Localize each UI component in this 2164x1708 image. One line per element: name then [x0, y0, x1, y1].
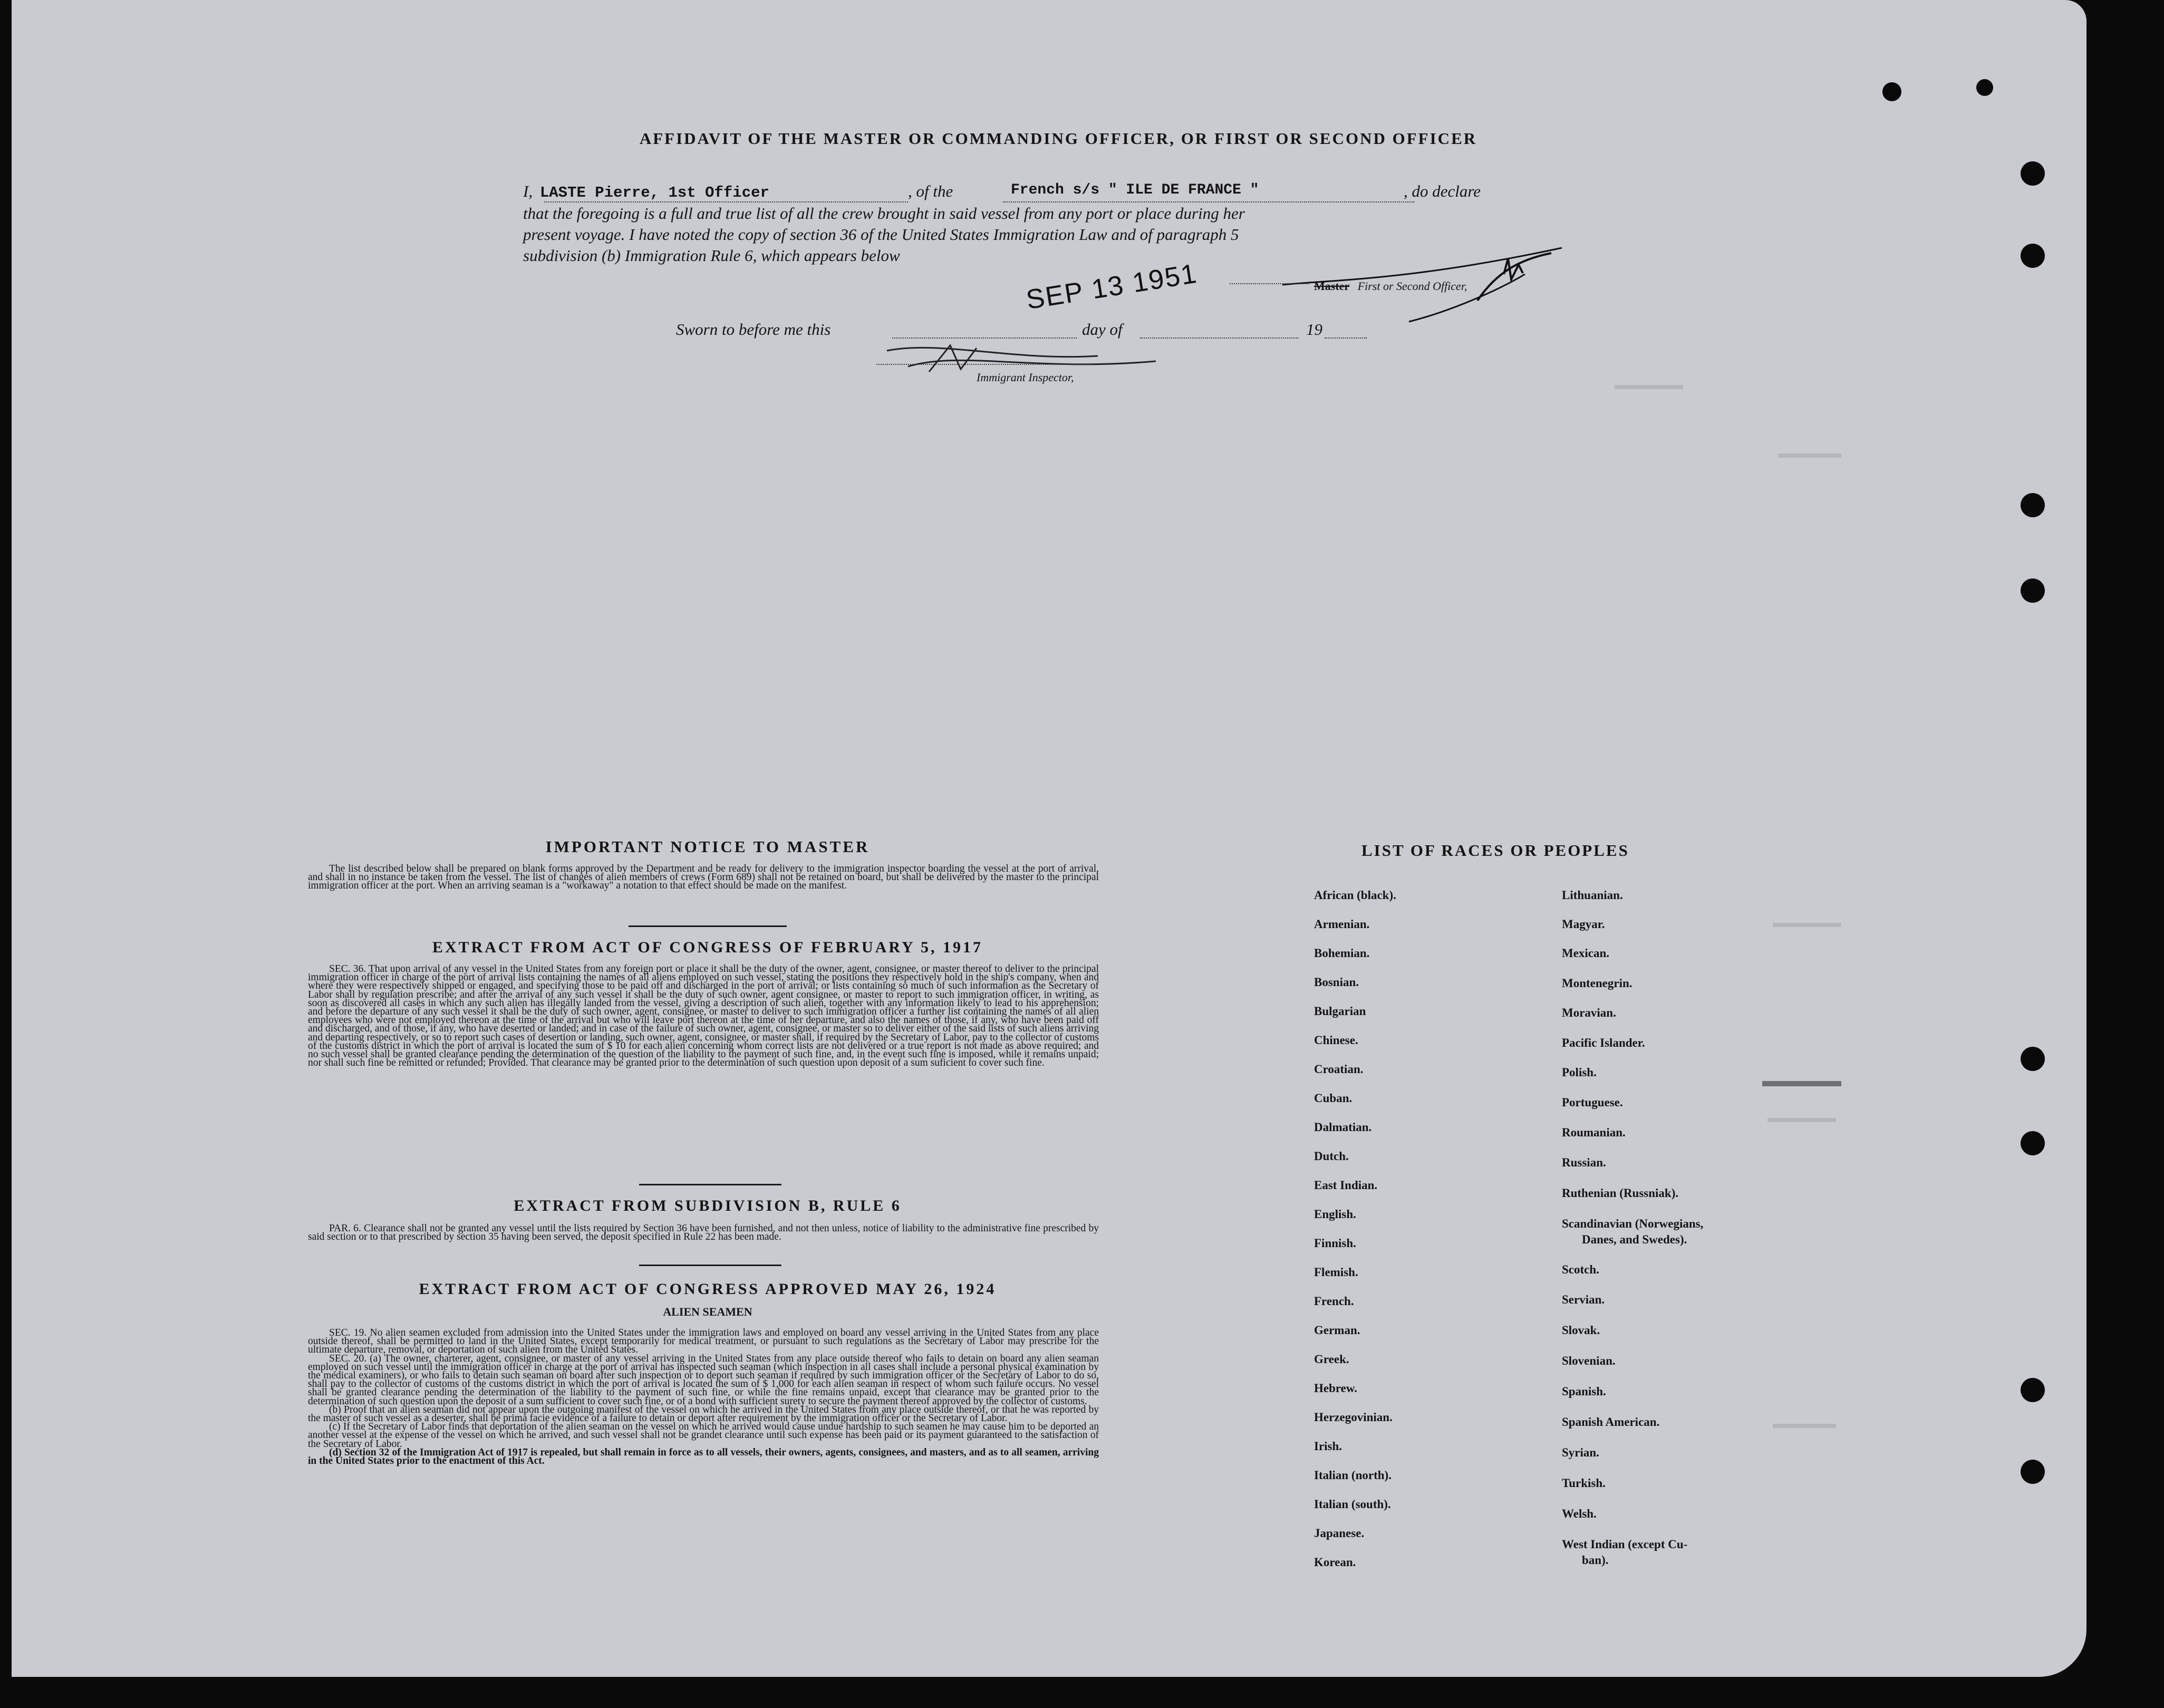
officer-name-line [544, 201, 908, 202]
affidavit-title: AFFIDAVIT OF THE MASTER OR COMMANDING OFFICER, OR FIRST OR SECOND OFFICER [639, 129, 1477, 148]
sworn-label: Sworn to before me this [676, 320, 831, 339]
extract1-block [308, 965, 1099, 1067]
of-the-label: , of the [908, 182, 953, 200]
year-line [1325, 337, 1367, 339]
punch-hole [2021, 1460, 2045, 1484]
race-left: Italian (north). [1314, 1469, 1392, 1482]
race-left: Italian (south). [1314, 1498, 1391, 1511]
race-right: ban). [1582, 1553, 1609, 1567]
race-right: Roumanian. [1562, 1126, 1626, 1139]
race-left: Finnish. [1314, 1237, 1356, 1250]
extract3-sec20c: (c) If the Secretary of Labor finds that deportation of the alien seaman on the vessel on which he arrived would cause undue hardship to such seamen he may cause him to be deported an another vessel at the expense of the vessel on which he arrived, and such vessel shall not be grandet clearance until such expense has been paid or its payment guaranteed to the satisfaction of the Secretary of Labor. [308, 1421, 1099, 1450]
extract3-sec20a: SEC. 20. (a) The owner, charterer, agent, consignee, or master of any vessel arriving in the United States from any place outside thereof who fails to detain on board any alien seaman employed on such vessel until the immigration officer in charge at the port of arrival has inspected such seaman (which inspection in all cases shall include a personal physical examination by the medical examiners), or who fails to detain such seaman on board after such inspection or to deport such seaman if required by such immigration officer or the Secretary of Labor to do so, shall pay to the collector of customs of the customs district in which the port of arrival is located the sum of $ 1,000 for each alien seaman in respect of whom such failure occurs. No vessel shall be granted clearance pending the determination of the liability to the payment of such fine, or while the fine remains unpaid, except that clearance may be granted prior to the determination of such question upon the deposit of a sum sufficient to cover such fine, or of a bond with sufficient surety to secure the payment thereof approved by the collector of customs. [308, 1353, 1099, 1407]
extract1-body: SEC. 36. That upon arrival of any vessel in the United States from any foreign port or place it shall be the duty of the owner, agent, consignee, or master thereof to deliver to the principal immigration officer in charge of the port of arrival lists containing the names of all aliens employed on such vessel, stating the positions they respectively hold in the ship's company, when and where they were respectively shipped or engaged, and specifying those to be paid off and discharged in the port of arrival; or lists containing so much of such information as the Secretary of Labor shall by regulation prescribe; and after the arrival of any such vessel it shall be the duty of such owner, agent consignee, or master to report to such immigration officer, in writing, as soon as discovered all cases in which any such alien has illegally landed from the vessel, giving a description of such alien, together with any information likely to lead to his apprehension; and before the departure of any such vessel it shall be the duty of such owner, agent, consignee, or master to deliver to such immigration officer a further list containing the names of all alien employees who were not employed thereon at the time of the arrival but who will leave port thereon at the time of her departure, and also the names of those, if any, who have been paid off and discharged, and of those, if any, who have deserted or landed; and in case of the failure of such owner, agent, consignee, or master so to deliver either of the said lists of such aliens arriving and departing respectively, or so to report such cases of desertion or landing, such owner, agent, consignee, or master shall, if required by the Secretary of Labor, pay to the collector of customs of the customs district in which the port of arrival is located the sum of $ 10 for each alien concerning whom correct lists are not delivered or a true report is not made as above required; and no such vessel shall be granted clearance pending the determination of the question of the liability to the payment of such fine, and, in the event such fine is imposed, while it remains unpaid; nor shall such fine be remitted or refunded; Provided. That clearance may be granted prior to the determination of such question upon deposit of a sum suficient to cover such fine. [308, 963, 1099, 1069]
i-prefix: I, [523, 182, 533, 200]
divider [639, 1265, 781, 1266]
race-right: Moravian. [1562, 1006, 1616, 1019]
divider [629, 925, 787, 927]
race-left: Bohemian. [1314, 947, 1370, 960]
race-left: Cuban. [1314, 1092, 1352, 1105]
race-right: Scotch. [1562, 1263, 1599, 1276]
race-right: Magyar. [1562, 918, 1605, 931]
race-right: Montenegrin. [1562, 977, 1632, 990]
race-right: West Indian (except Cu- [1562, 1538, 1688, 1551]
do-declare-label: , do declare [1404, 182, 1481, 200]
race-right: Welsh. [1562, 1507, 1597, 1520]
race-right: Ruthenian (Russniak). [1562, 1186, 1679, 1200]
inspector-signature-line [876, 364, 1093, 365]
bleed-through-mark [1773, 1424, 1836, 1428]
extract3-sec20b: (b) Proof that an alien seaman did not appear upon the outgoing manifest of the vessel on which he arrived in the United States from any place outside thereof, or that he was reported by the master of such vessel as a deserter, shall be prima facie evidence of a failure to detain or deport after requirement by the immigration officer or the Secretary of Labor. [308, 1404, 1099, 1424]
race-right: Polish. [1562, 1066, 1597, 1079]
punch-hole [2021, 1131, 2045, 1155]
declaration-line-3: present voyage. I have noted the copy of section 36 of the United States Immigration Law and of paragraph 5 [523, 225, 1239, 244]
bleed-through-mark [1767, 1118, 1836, 1122]
race-right: Lithuanian. [1562, 889, 1623, 902]
race-left: Japanese. [1314, 1527, 1365, 1540]
race-left: French. [1314, 1295, 1354, 1308]
race-left: Armenian. [1314, 918, 1370, 931]
race-left: East Indian. [1314, 1179, 1378, 1192]
race-left: Hebrew. [1314, 1382, 1357, 1395]
race-left: Greek. [1314, 1353, 1349, 1366]
race-right: Mexican. [1562, 947, 1610, 960]
document-page [12, 0, 2086, 1677]
race-left: Dutch. [1314, 1150, 1349, 1163]
year-prefix: 19 [1306, 320, 1322, 339]
officer-signature-caption: Master First or Second Officer, [1314, 279, 1467, 293]
punch-hole [2021, 161, 2045, 186]
bleed-through-mark [1762, 1081, 1841, 1086]
extract3-block [308, 1329, 1099, 1465]
race-left: German. [1314, 1324, 1360, 1337]
notice-title: IMPORTANT NOTICE TO MASTER [545, 837, 870, 856]
punch-hole [2021, 244, 2045, 268]
struck-title: Master [1314, 279, 1350, 293]
race-left: Flemish. [1314, 1266, 1358, 1279]
race-left: Chinese. [1314, 1034, 1358, 1047]
punch-hole [2021, 1047, 2045, 1071]
extract3-sec19: SEC. 19. No alien seamen excluded from admission into the United States under the immigration laws and employed on board any vessel arriving in the United States from any place outside thereof, shall be permitted to land in the United States, except temporarily for medical treatment, or pursuant to such regulations as the Secretary of Labor may prescribe for the ultimate departure, removal, or deportation of such alien from the United States. [308, 1327, 1099, 1356]
race-left: Bulgarian [1314, 1005, 1366, 1018]
race-right: Turkish. [1562, 1477, 1606, 1490]
punch-hole [2021, 1378, 2045, 1402]
race-left: Irish. [1314, 1440, 1342, 1453]
race-left: Bosnian. [1314, 976, 1359, 989]
race-left: Croatian. [1314, 1063, 1364, 1076]
inspector-caption: Immigrant Inspector, [977, 371, 1074, 384]
race-right: Portuguese. [1562, 1096, 1623, 1109]
extract2-title: EXTRACT FROM SUBDIVISION B, RULE 6 [514, 1197, 902, 1214]
date-stamp: SEP 13 1951 [1024, 258, 1200, 316]
vessel-name-line [1003, 201, 1414, 202]
bleed-through-mark [1615, 385, 1683, 389]
extract3-subtitle: ALIEN SEAMEN [663, 1305, 752, 1318]
extract2-block [308, 1224, 1099, 1241]
punch-hole [1882, 82, 1901, 101]
divider [639, 1184, 781, 1185]
punch-hole [2021, 578, 2045, 603]
day-of-label: day of [1082, 320, 1123, 339]
extract3-title: EXTRACT FROM ACT OF CONGRESS APPROVED MAY 26, 1924 [419, 1280, 997, 1298]
declaration-line-4: subdivision (b) Immigration Rule 6, which appears below [523, 246, 900, 265]
race-right: Danes, and Swedes). [1582, 1233, 1687, 1246]
race-right: Pacific Islander. [1562, 1036, 1645, 1049]
race-left: Dalmatian. [1314, 1121, 1372, 1134]
race-right: Slovak. [1562, 1324, 1600, 1337]
race-right: Spanish American. [1562, 1415, 1660, 1429]
declaration-line-2: that the foregoing is a full and true list of all the crew brought in said vessel from any port or place during her [523, 204, 1245, 223]
race-left: African (black). [1314, 889, 1396, 902]
punch-hole [1976, 79, 1993, 96]
bleed-through-mark [1773, 923, 1841, 927]
extract2-body: PAR. 6. Clearance shall not be granted any vessel until the lists required by Section 36 have been furnished, and not then unless, notice of liability to the administrative fine prescribed by said section or to that prescribed by section 35 having been served, the deposit specified in Rule 22 has been made. [308, 1223, 1099, 1243]
race-left: Herzegovinian. [1314, 1411, 1393, 1424]
race-right: Russian. [1562, 1156, 1606, 1169]
notice-block [308, 865, 1099, 891]
race-left: English. [1314, 1208, 1356, 1221]
race-left: Korean. [1314, 1556, 1356, 1569]
race-right: Slovenian. [1562, 1354, 1616, 1367]
vessel-name: French s/s " ILE DE FRANCE " [1011, 182, 1259, 198]
races-title: LIST OF RACES OR PEOPLES [1361, 841, 1629, 860]
extract3-sec20d: (d) Section 32 of the Immigration Act of 1917 is repealed, but shall remain in force as to all vessels, their owners, agents, consignees, and masters, and as to all seamen, arriving in the United States prior to the enactment of this Act. [308, 1446, 1099, 1467]
extract1-title: EXTRACT FROM ACT OF CONGRESS OF FEBRUARY 5, 1917 [432, 939, 983, 956]
officer-name: LASTE Pierre, 1st Officer [539, 184, 769, 201]
race-right: Syrian. [1562, 1446, 1599, 1459]
race-right: Spanish. [1562, 1385, 1606, 1398]
officer-signature-line [1230, 283, 1309, 284]
race-right: Servian. [1562, 1293, 1605, 1306]
punch-hole [2021, 493, 2045, 517]
bleed-through-mark [1778, 453, 1841, 458]
race-right: Scandinavian (Norwegians, [1562, 1217, 1704, 1230]
notice-body: The list described below shall be prepared on blank forms approved by the Department and be ready for delivery to the immigration inspector boarding the vessel at the port of arrival, and shall in no instance be taken from the vessel. The list of changes of alien members of crews (Form 689) shall not be retained on board, but shall be delivered by the master to the principal immigration officer at the port. When an arriving seaman is a "workaway" a notation to that effect should be made on the manifest. [308, 863, 1099, 892]
